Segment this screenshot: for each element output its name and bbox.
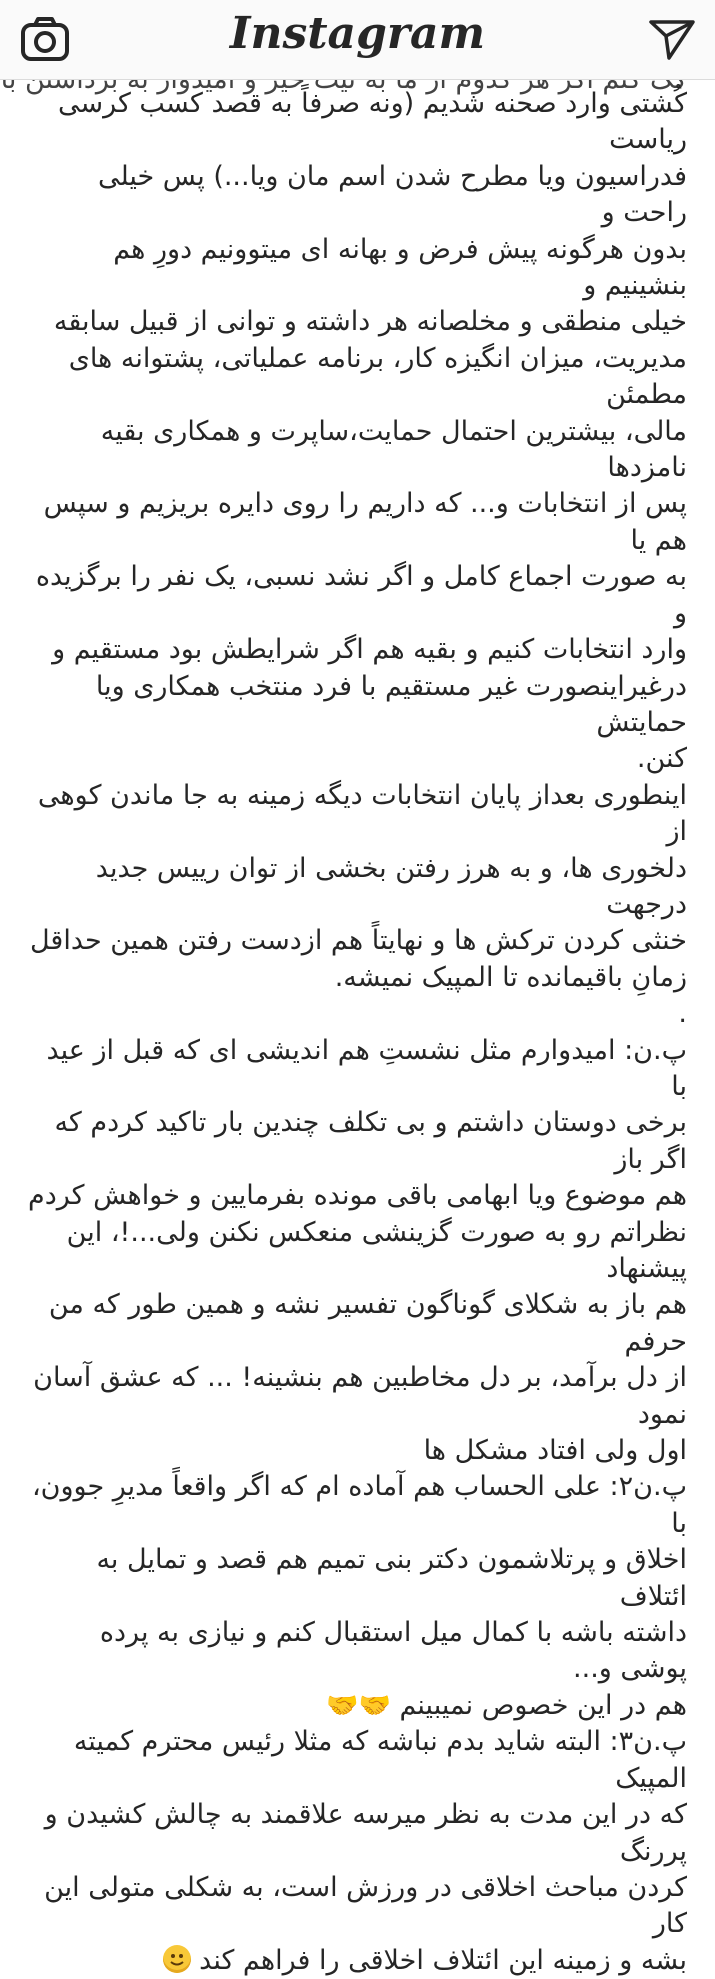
caption-line: دلخوری ها، و به هرز رفتن بخشی از توان رییس جدید درجهت: [95, 852, 687, 920]
caption-line: پ.ن: امیدوارم مثل نشستِ هم اندیشی ای که قبل از عید با: [46, 1034, 687, 1102]
caption-line: پ.ن۳: البته شاید بدم نباشه که مثلا رئیس محترم کمیته المپیک: [73, 1726, 687, 1794]
caption-line: کردن مباحث اخلاقی در ورزش است، به شکلی متولی این کار: [44, 1871, 687, 1940]
caption-line: که در این مدت به نظر میرسه علاقمند به چالش کشیدن و پررنگ: [44, 1799, 687, 1867]
caption-line: از دل برآمد، بر دل مخاطبین هم بنشینه! ... که عشق آسان نمود: [33, 1362, 687, 1430]
caption-line: مدیریت، میزان انگیزه کار، برنامه عملیاتی، پشتوانه های مطمئن: [68, 342, 687, 411]
caption-line: هم باز به شکلای گوناگون تفسیر نشه و همین طور که من حرفم: [48, 1289, 687, 1357]
caption-line: کنن.: [636, 743, 687, 775]
caption-line: مالی، بیشترین احتمال حمایت،ساپرت و همکاری بقیه نامزدها: [100, 415, 687, 484]
caption-line: درغیراینصورت غیر مستقیم با فرد منتخب همکاری ویا حمایتش: [95, 670, 687, 738]
handshake-emoji-icon: 🤝🤝: [326, 1690, 391, 1721]
caption-line: وارد انتخابات کنیم و بقیه هم اگر شرایطش بود مستقیم و: [52, 634, 687, 666]
caption-line: .: [678, 998, 687, 1030]
post-caption-area: [0, 60, 715, 1976]
caption-line: اینطوری بعداز پایان انتخابات دیگه زمینه به جا ماندن کوهی از: [37, 779, 687, 848]
caption-line: به صورت اجماع کامل و اگر نشد نسبی، یک نفر را برگزیده و: [35, 561, 687, 629]
caption-line: خنثی کردن ترکش ها و نهایتاً هم ازدست رفتن همین حداقل: [29, 925, 687, 957]
caption-line: برخی دوستان داشتم و بی تکلف چندین بار تاکید کردم که اگر باز: [54, 1107, 687, 1175]
caption-line: فدراسیون ویا مطرح شدن اسم مان ویا...) پس خیلی راحت و: [97, 160, 687, 229]
caption-line: کُشتی وارد صحنه شدیم (ونه صرفاً به قصد کسب کرسی ریاست: [57, 88, 687, 156]
send-icon[interactable]: [647, 16, 697, 62]
smiling-face-icon: [163, 1945, 191, 1973]
caption-line: هم در این خصوص نمیبینم: [399, 1689, 687, 1721]
app-logo: Instagram: [229, 8, 486, 59]
caption-line: هم موضوع ویا ابهامی باقی مونده بفرمایین و خواهش کردم: [28, 1180, 687, 1212]
top-bar: [0, 0, 715, 80]
caption-line: بشه و زمینه این ائتلاف اخلاقی را فراهم کند: [199, 1944, 687, 1976]
caption-line: داشته باشه با کمال میل استقبال کنم و نیازی به پرده پوشی و...: [99, 1617, 687, 1685]
caption-line: نظراتم رو به صورت گزینشی منعکس نکنن ولی...!، این پیشنهاد: [66, 1216, 687, 1284]
caption-line-with-emoji: [28, 1943, 687, 1979]
caption-line: بدون هرگونه پیش فرض و بهانه ای میتوونیم دورِ هم بنشینیم و: [113, 233, 687, 302]
post-caption: [28, 86, 687, 1979]
caption-line-with-emoji: [28, 1688, 687, 1724]
caption-line: زمانِ باقیمانده تا المپیک نمیشه.: [334, 961, 687, 993]
caption-line: اخلاق و پرتلاشمون دکتر بنی تمیم هم قصد و تمایل به ائتلاف: [96, 1544, 687, 1612]
caption-line: اول ولی افتاد مشکل ها: [423, 1435, 687, 1467]
caption-line: پس از انتخابات و... که داریم را روی دایره بریزیم و سپس هم یا: [43, 488, 687, 556]
caption-line: پ.ن۲: علی الحساب هم آماده ام که اگر واقعاً مدیرِ جوون، با: [31, 1471, 687, 1539]
caption-line: خیلی منطقی و مخلصانه هر داشته و توانی از قبیل سابقه: [53, 306, 687, 338]
